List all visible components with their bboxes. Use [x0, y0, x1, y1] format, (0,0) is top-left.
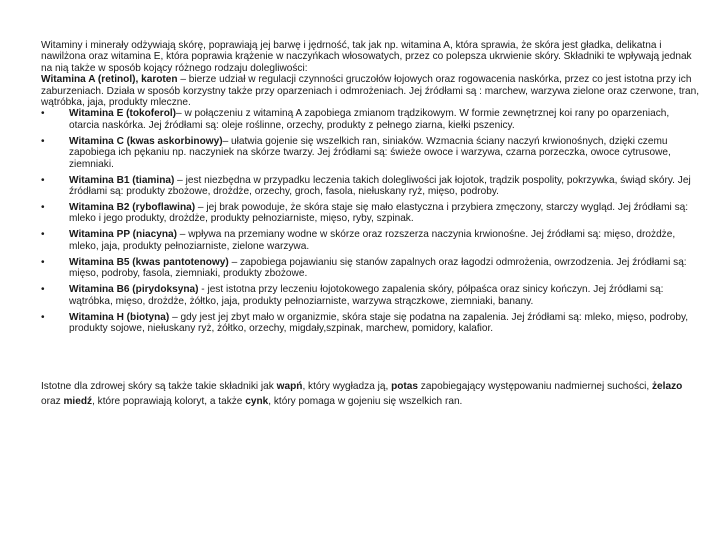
bullet-icon: • — [41, 108, 45, 120]
minerals-text-4: oraz — [41, 395, 64, 407]
mineral-copper: miedź — [63, 395, 93, 407]
vitamin-list-item — [41, 136, 701, 170]
bullet-icon: • — [41, 311, 45, 323]
vitamin-name: Witamina B6 (pirydoksyna) — [69, 284, 199, 296]
bullet-icon: • — [41, 202, 45, 214]
vitamin-description: – gdy jest jej zbyt mało w organizmie, skóra staje się podatna na zapalenia. Jej źródłami są: mleko, mięso, podroby, produkty sojowe, niełuskany ryż, żółtko, orzechy, migdały,szpinak, marchew, pomidory, kalafior. — [69, 311, 689, 335]
bullet-icon: • — [41, 229, 45, 241]
vitamin-a-paragraph — [41, 74, 701, 108]
vitamin-name: Witamina H (biotyna) — [69, 311, 170, 323]
minerals-text-2: , który wygładza ją, — [302, 381, 392, 392]
minerals-section — [41, 380, 701, 410]
bullet-icon: • — [41, 135, 45, 147]
minerals-paragraph — [41, 380, 701, 410]
intro-paragraph: Witaminy i minerały odżywiają skórę, poprawiają jej barwę i jędrność, tak jak np. witamina A, która sprawia, że skóra jest gładka, delikatna i nawilżona oraz witamina E, która poprawia krążenie w naczyńkach włosowatych, przez co polepsza ukrwienie skóry. Składniki te wpływają jednak na nią także w sposób kojący różnego rodzaju dolegliwości: — [41, 40, 692, 74]
minerals-text-5: , które poprawiają koloryt, a także — [92, 395, 246, 407]
vitamin-list-item — [41, 229, 701, 252]
vitamin-list-item — [41, 202, 701, 225]
mineral-zinc: cynk — [245, 395, 269, 407]
vitamin-description: – ułatwia gojenie się wszelkich ran, siniaków. Wzmacnia ściany naczyń krwionośnych, dzięki czemu zapobiega ich pękaniu np. naczyniek na skórze twarzy. Jej źródłami są: świeże owoce i warzywa, czarna porzeczka, owoce cytrusowe, ziemniaki. — [69, 135, 671, 170]
vitamin-description: – zapobiega pojawianiu się stanów zapalnych oraz łagodzi odmrożenia, owrzodzenia. Jej źródłami są: mięso, podroby, fasola, ziemniaki, produkty zbożowe. — [69, 256, 687, 280]
vitamin-a-text: – bierze udział w regulacji czynności gruczołów łojowych oraz rogowacenia naskórka, przez co jest istotna przy ich zaburzeniach. Działa w sposób korzystny także przy oparzeniach i odmrożeniach. Jej źródłami są : marchew, warzywa zielone oraz czerwone, tran, wątróbka, jaja, produkty mleczne. — [41, 74, 700, 109]
vitamin-list — [41, 108, 701, 334]
vitamin-list-item — [41, 175, 701, 198]
bullet-icon: • — [41, 256, 45, 268]
vitamin-description: – wpływa na przemiany wodne w skórze oraz rozszerza naczynia krwionośne. Jej źródłami są: mięso, drożdże, mleko, jaja, produkty pełnoziarniste, zielone warzywa. — [69, 229, 676, 252]
vitamin-name: Witamina B2 (ryboflawina) — [69, 202, 196, 214]
vitamin-list-item — [41, 257, 701, 280]
bullet-icon: • — [41, 284, 45, 296]
vitamin-description: - jest istotna przy leczeniu łojotokowego zapalenia skóry, półpaśca oraz sinicy kończyn. Jej źródłami są: wątróbka, mięso, drożdże, żółtko, jaja, produkty pełnoziarniste, warzywa strączkowe, ziemniaki, banany. — [69, 284, 664, 307]
minerals-text-1: Istotne dla zdrowej skóry są także takie składniki jak — [41, 381, 277, 392]
mineral-potassium: potas — [391, 381, 418, 392]
bullet-icon: • — [41, 174, 45, 186]
vitamin-description: – w połączeniu z witaminą A zapobiega zmianom trądzikowym. W formie zewnętrznej koi rany po oparzeniach, otarcia naskórka. Jej źródłami są: oleje roślinne, orzechy, produkty z pełnego ziarna, kiełki pszenicy. — [69, 108, 670, 131]
vitamin-description: – jest niezbędna w przypadku leczenia takich dolegliwości jak łojotok, trądzik pospolity, pokrzywka, świąd skóry. Jej źródłami są: produkty zbożowe, drożdże, orzechy, groch, fasola, niełuskany ryż, mięso, podroby. — [69, 174, 691, 198]
intro-section — [41, 40, 701, 108]
vitamin-list-item — [41, 284, 701, 307]
minerals-text-3: zapobiegający występowaniu nadmiernej suchości, — [418, 381, 652, 392]
vitamin-name: Witamina B1 (tiamina) — [69, 174, 175, 186]
vitamin-name: Witamina PP (niacyna) — [69, 229, 177, 241]
mineral-iron: żelazo — [651, 381, 683, 392]
vitamin-name: Witamina E (tokoferol) — [69, 108, 177, 120]
main-text-block — [41, 40, 701, 339]
minerals-text-6: , który pomaga w gojeniu się wszelkich ran. — [268, 395, 463, 407]
vitamin-name: Witamina C (kwas askorbinowy) — [69, 135, 223, 147]
vitamin-description: – jej brak powoduje, że skóra staje się mało elastyczna i przybiera zmęczony, starczy wygląd. Jej źródłami są: mleko i jego produkty, drożdże, produkty pełnoziarniste, mięso, ryby, szpinak. — [69, 202, 689, 225]
vitamin-name: Witamina B5 (kwas pantotenowy) — [69, 256, 229, 268]
vitamin-list-item — [41, 108, 701, 131]
vitamin-a-name: Witamina A (retinol), karoten — [41, 74, 178, 86]
mineral-calcium: wapń — [276, 381, 303, 392]
vitamin-list-item — [41, 312, 701, 335]
